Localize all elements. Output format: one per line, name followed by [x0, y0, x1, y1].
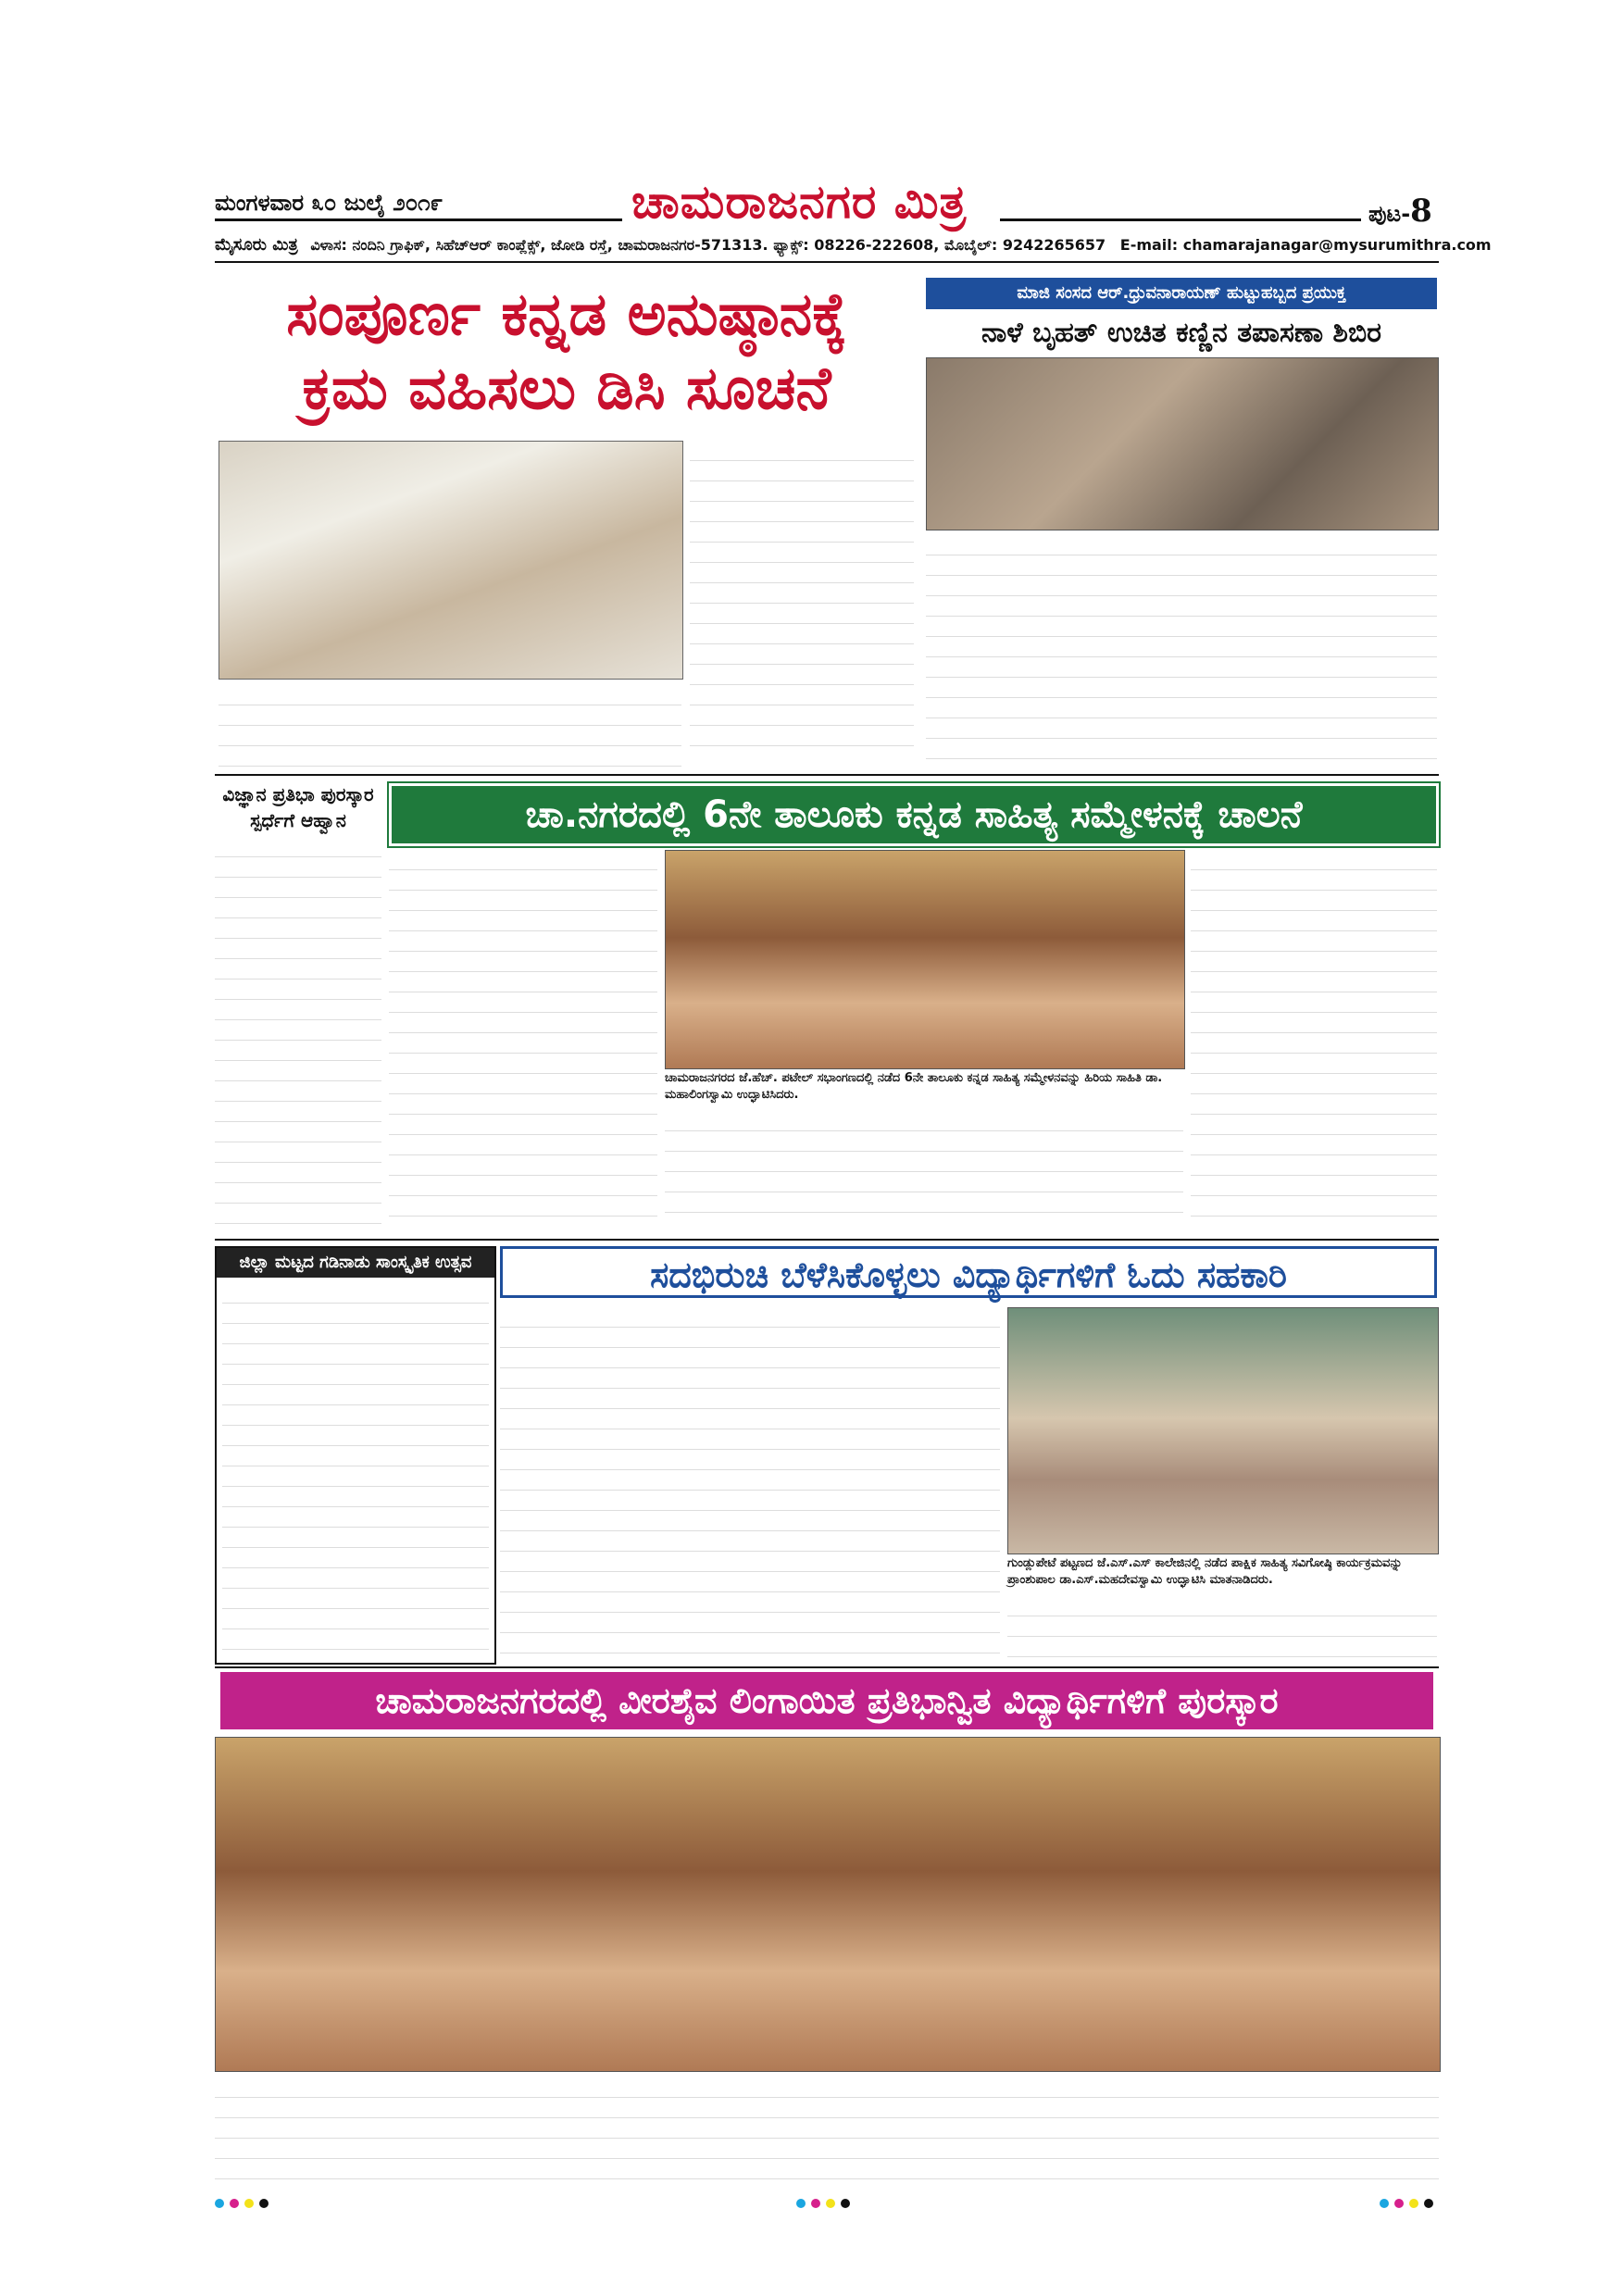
- text-line: [389, 992, 657, 1013]
- text-line: [500, 1633, 1000, 1653]
- email-text: E-mail: chamarajanagar@mysurumithra.com: [1119, 236, 1492, 254]
- text-line: [500, 1592, 1000, 1613]
- text-line: [389, 972, 657, 992]
- story3-column-body: [215, 837, 381, 1233]
- text-line: [1191, 931, 1437, 952]
- page-label: ಪುಟ-: [1368, 201, 1411, 227]
- text-line: [389, 1013, 657, 1033]
- registration-marks-right: [1380, 2194, 1439, 2212]
- text-line: [500, 1348, 1000, 1368]
- text-line: [222, 1466, 489, 1487]
- text-line: [215, 898, 381, 918]
- story7-headline: ಚಾಮರಾಜನಗರದಲ್ಲಿ ವೀರಶೈವ ಲಿಂಗಾಯಿತ ಪ್ರತಿಭಾನ್ವಿತ ವಿದ್ಯಾರ್ಥಿಗಳಿಗೆ ಪುರಸ್ಕಾರ: [220, 1672, 1433, 1729]
- text-line: [389, 1176, 657, 1196]
- text-line: [926, 576, 1437, 596]
- text-line: [926, 555, 1437, 576]
- story6-caption: ಗುಂಡ್ಲುಪೇಟೆ ಪಟ್ಟಣದ ಜೆ.ಎಸ್.ಎಸ್ ಕಾಲೇಜಿನಲ್ಲಿ ನಡೆದ ಪಾಕ್ಷಿಕ ಸಾಹಿತ್ಯ ಸವಿಗೋಷ್ಠಿ ಕಾರ್ಯಕ್ರಮವನ್ನು ಪ್ರಾಂಶುಪಾಲ ಡಾ.ಎಸ್.ಮಹದೇವಸ್ವಾಮಿ ಉದ್ಘಾಟಿಸಿ ಮಾತನಾಡಿದರು.: [1007, 1556, 1403, 1587]
- text-line: [690, 726, 914, 746]
- story6-column-right: [1007, 1596, 1437, 1661]
- text-line: [219, 726, 681, 746]
- address-text: ವಿಳಾಸ: ನಂದಿನಿ ಗ್ರಾಫಿಕ್, ಸಿಹೆಚ್‌ಆರ್ ಕಾಂಪ್ಲೆಕ್ಸ್, ಜೋಡಿ ರಸ್ತೆ, ಚಾಮರಾಜನಗರ-571313. ಫ್ಯಾಕ್ಸ್: 08226-222608, ಮೊಬೈಲ್: 9242265657: [310, 236, 1106, 254]
- text-line: [926, 698, 1437, 718]
- text-line: [222, 1548, 489, 1568]
- text-line: [215, 1081, 381, 1102]
- text-line: [690, 624, 914, 644]
- text-line: [222, 1365, 489, 1385]
- story3-headline: [215, 781, 381, 833]
- text-line: [690, 685, 914, 705]
- text-line: [222, 1324, 489, 1344]
- story1-headline-line1: ಸಂಪೂರ್ಣ ಕನ್ನಡ ಅನುಷ್ಠಾನಕ್ಕೆ: [286, 280, 847, 349]
- story1-column-right: [690, 441, 914, 765]
- text-line: [222, 1487, 489, 1507]
- text-line: [690, 522, 914, 543]
- story1-photo: [219, 441, 683, 680]
- brand-name: ಮೈಸೂರು ಮಿತ್ರ: [215, 235, 298, 255]
- text-line: [665, 1131, 1183, 1152]
- text-line: [690, 502, 914, 522]
- text-line: [222, 1568, 489, 1589]
- text-line: [690, 705, 914, 726]
- text-line: [690, 543, 914, 563]
- text-line: [1191, 1033, 1437, 1054]
- text-line: [1191, 1054, 1437, 1074]
- text-line: [215, 857, 381, 878]
- text-line: [665, 1192, 1183, 1213]
- text-line: [389, 1155, 657, 1176]
- contact-strip: [215, 231, 1492, 259]
- text-line: [222, 1304, 489, 1324]
- text-line: [222, 1609, 489, 1629]
- story7-column-body: [215, 2078, 1439, 2179]
- text-line: [215, 1061, 381, 1081]
- text-line: [215, 2098, 1439, 2118]
- text-line: [389, 1115, 657, 1135]
- text-line: [1191, 1094, 1437, 1115]
- story4-column-middle: [665, 1111, 1183, 1231]
- text-line: [1191, 1115, 1437, 1135]
- text-line: [926, 678, 1437, 698]
- text-line: [690, 563, 914, 583]
- text-line: [1007, 1596, 1437, 1616]
- text-line: [500, 1531, 1000, 1552]
- text-line: [500, 1368, 1000, 1389]
- text-line: [389, 1033, 657, 1054]
- text-line: [222, 1405, 489, 1426]
- text-line: [1191, 870, 1437, 891]
- strip-rule: [215, 261, 1439, 263]
- text-line: [500, 1470, 1000, 1491]
- text-line: [690, 461, 914, 481]
- text-line: [215, 878, 381, 898]
- text-line: [500, 1572, 1000, 1592]
- text-line: [926, 739, 1437, 759]
- text-line: [926, 617, 1437, 637]
- story7-photo: [215, 1737, 1441, 2072]
- text-line: [215, 837, 381, 857]
- text-line: [215, 2159, 1439, 2179]
- text-line: [215, 959, 381, 980]
- text-line: [1191, 1074, 1437, 1094]
- page-number-value: 8: [1410, 193, 1432, 230]
- text-line: [215, 1163, 381, 1183]
- text-line: [215, 1102, 381, 1122]
- text-line: [389, 1196, 657, 1217]
- story6-headline: ಸದಭಿರುಚಿ ಬೆಳೆಸಿಕೊಳ್ಳಲು ವಿದ್ಯಾರ್ಥಿಗಳಿಗೆ ಓದು ಸಹಕಾರಿ: [500, 1246, 1437, 1298]
- story5-headline: ಜಿಲ್ಲಾ ಮಟ್ಟದ ಗಡಿನಾಡು ಸಾಂಸ್ಕೃತಿಕ ಉತ್ಸವ: [217, 1248, 494, 1278]
- text-line: [389, 931, 657, 952]
- text-line: [389, 1135, 657, 1155]
- text-line: [690, 583, 914, 604]
- story2-kicker: ಮಾಜಿ ಸಂಸದ ಆರ್.ಧ್ರುವನಾರಾಯಣ್ ಹುಟ್ಟುಹಬ್ಬದ ಪ್ರಯುಕ್ತ: [926, 278, 1437, 309]
- text-line: [1191, 1196, 1437, 1217]
- story4-column-right: [1191, 850, 1437, 1231]
- text-line: [1191, 850, 1437, 870]
- text-line: [215, 2078, 1439, 2098]
- text-line: [215, 1183, 381, 1204]
- story2-photo: [926, 357, 1439, 530]
- text-line: [222, 1283, 489, 1304]
- text-line: [665, 1172, 1183, 1192]
- text-line: [690, 441, 914, 461]
- text-line: [926, 637, 1437, 657]
- section-rule-1: [215, 774, 1439, 776]
- text-line: [389, 1094, 657, 1115]
- masthead-date: ಮಂಗಳವಾರ ೩೦ ಜುಲೈ ೨೦೧೯: [215, 190, 443, 216]
- text-line: [500, 1429, 1000, 1450]
- text-line: [222, 1344, 489, 1365]
- text-line: [219, 685, 681, 705]
- text-line: [690, 604, 914, 624]
- masthead-rule-right: [1000, 218, 1361, 221]
- text-line: [389, 1074, 657, 1094]
- story1-headline: [215, 278, 918, 426]
- text-line: [690, 644, 914, 665]
- text-line: [500, 1409, 1000, 1429]
- text-line: [219, 705, 681, 726]
- text-line: [215, 2139, 1439, 2159]
- story4-column-left: [389, 850, 657, 1231]
- text-line: [222, 1426, 489, 1446]
- text-line: [1191, 911, 1437, 931]
- registration-marks-left: [215, 2194, 274, 2212]
- text-line: [219, 746, 681, 767]
- text-line: [1191, 1155, 1437, 1176]
- page-number: [1368, 193, 1432, 230]
- story1-headline-line2: ಕ್ರಮ ವಹಿಸಲು ಡಿಸಿ ಸೂಚನೆ: [302, 354, 831, 423]
- text-line: [1191, 1176, 1437, 1196]
- story4-photo: [665, 850, 1185, 1069]
- text-line: [1007, 1637, 1437, 1657]
- text-line: [1191, 952, 1437, 972]
- masthead-rule-left: [215, 218, 622, 221]
- section-rule-2: [215, 1239, 1439, 1241]
- text-line: [215, 980, 381, 1000]
- text-line: [1191, 1135, 1437, 1155]
- text-line: [222, 1589, 489, 1609]
- text-line: [926, 596, 1437, 617]
- story2-column-body: [926, 535, 1437, 768]
- story6-column-left: [500, 1307, 1000, 1661]
- text-line: [389, 891, 657, 911]
- text-line: [500, 1552, 1000, 1572]
- text-line: [389, 870, 657, 891]
- text-line: [926, 657, 1437, 678]
- text-line: [500, 1328, 1000, 1348]
- text-line: [215, 918, 381, 939]
- story6-photo: [1007, 1307, 1439, 1554]
- text-line: [926, 535, 1437, 555]
- text-line: [500, 1511, 1000, 1531]
- text-line: [215, 1000, 381, 1020]
- text-line: [1007, 1616, 1437, 1637]
- story2-headline: ನಾಳೆ ಬೃಹತ್ ಉಚಿತ ಕಣ್ಣಿನ ತಪಾಸಣಾ ಶಿಬಿರ: [981, 317, 1382, 349]
- text-line: [222, 1385, 489, 1405]
- text-line: [500, 1307, 1000, 1328]
- text-line: [215, 1204, 381, 1224]
- text-line: [1191, 992, 1437, 1013]
- registration-marks-center: [796, 2194, 856, 2212]
- section-rule-3: [215, 1666, 1439, 1668]
- text-line: [215, 2118, 1439, 2139]
- text-line: [389, 911, 657, 931]
- text-line: [1191, 972, 1437, 992]
- text-line: [500, 1491, 1000, 1511]
- story5-box: [215, 1246, 496, 1665]
- story1-column-body: [219, 685, 681, 770]
- story3-headline-line1: ವಿಜ್ಞಾನ ಪ್ರತಿಭಾ ಪುರಸ್ಕಾರ: [222, 783, 374, 805]
- text-line: [215, 939, 381, 959]
- text-line: [215, 1020, 381, 1041]
- text-line: [926, 718, 1437, 739]
- text-line: [389, 1054, 657, 1074]
- text-line: [690, 481, 914, 502]
- story4-headline: ಚಾ.ನಗರದಲ್ಲಿ 6ನೇ ತಾಲೂಕು ಕನ್ನಡ ಸಾಹಿತ್ಯ ಸಮ್ಮೇಳನಕ್ಕೆ ಚಾಲನೆ: [389, 783, 1439, 846]
- text-line: [215, 1041, 381, 1061]
- text-line: [222, 1629, 489, 1650]
- text-line: [389, 850, 657, 870]
- story5-column-body: [217, 1278, 494, 1659]
- story3-headline-line2: ಸ್ಪರ್ಧೆಗೆ ಆಹ್ವಾನ: [250, 809, 346, 831]
- text-line: [389, 952, 657, 972]
- text-line: [500, 1613, 1000, 1633]
- text-line: [1191, 1013, 1437, 1033]
- text-line: [222, 1446, 489, 1466]
- text-line: [500, 1450, 1000, 1470]
- story4-caption: ಚಾಮರಾಜನಗರದ ಜೆ.ಹೆಚ್. ಪಟೇಲ್ ಸಭಾಂಗಣದಲ್ಲಿ ನಡೆದ 6ನೇ ತಾಲೂಕು ಕನ್ನಡ ಸಾಹಿತ್ಯ ಸಮ್ಮೇಳನವನ್ನು ಹಿರಿಯ ಸಾಹಿತಿ ಡಾ. ಮಹಾಲಿಂಗಸ್ವಾಮಿ ಉದ್ಘಾಟಿಸಿದರು.: [665, 1071, 1163, 1102]
- text-line: [690, 665, 914, 685]
- masthead-title: ಚಾಮರಾಜನಗರ ಮಿತ್ರ: [631, 174, 968, 229]
- text-line: [215, 1142, 381, 1163]
- text-line: [665, 1111, 1183, 1131]
- text-line: [222, 1528, 489, 1548]
- text-line: [1191, 891, 1437, 911]
- text-line: [665, 1152, 1183, 1172]
- text-line: [222, 1507, 489, 1528]
- text-line: [500, 1389, 1000, 1409]
- text-line: [215, 1122, 381, 1142]
